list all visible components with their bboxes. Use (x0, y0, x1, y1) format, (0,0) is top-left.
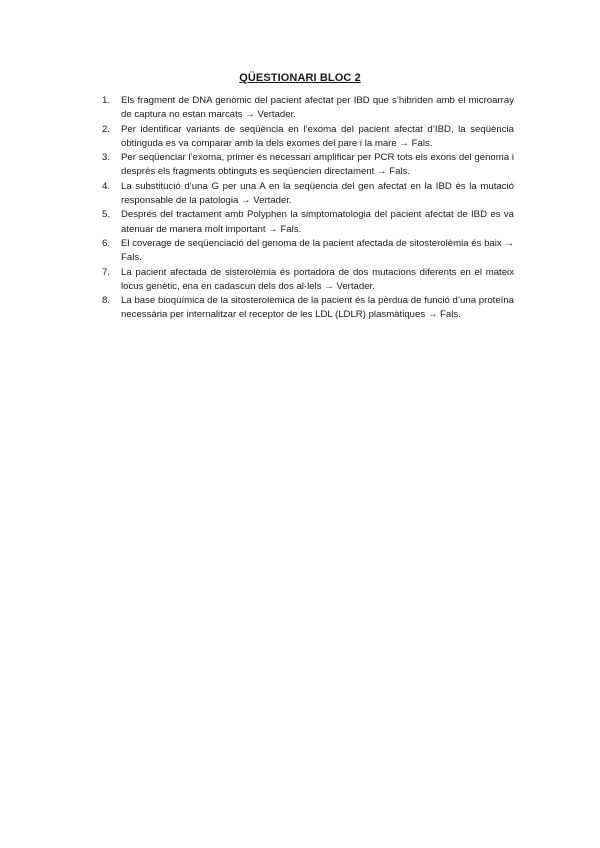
question-text: Després del tractament amb Polyphen la simptomatologia del pacient afectat de IBD es va atenuar de manera molt important → Fals. (121, 209, 514, 235)
question-text: Els fragment de DNA genòmic del pacient afectat per IBD que s’hibriden amb el microarray de captura no estan marcats → Vertader. (121, 95, 514, 121)
question-list (102, 94, 514, 323)
question-text: Per identificar variants de seqüència en l’exoma del pacient afectat d’IBD, la seqüència obtinguda es va comparar amb la dels exomes del pare i la mare → Fals. (121, 123, 514, 149)
question-text: El coverage de seqüenciació del genoma de la pacient afectada de sitosterolèmia és baix → Fals. (121, 237, 514, 264)
question-number: 4. (102, 180, 111, 192)
question-number: 6. (102, 237, 111, 249)
question-item (102, 180, 514, 209)
question-number: 8. (102, 295, 111, 307)
question-number: 5. (102, 209, 111, 221)
question-number: 7. (102, 266, 111, 278)
question-item (102, 294, 514, 323)
question-number: 1. (102, 95, 111, 106)
question-text: La base bioquímica de la sitosterolèmica de la pacient és la pèrdua de funció d’una proteïna necessària per internalitzar el receptor de les LDL (LDLR) plasmàtiques → Fals. (121, 295, 514, 321)
question-item (102, 266, 514, 295)
question-number: 2. (102, 123, 111, 135)
question-item (102, 208, 514, 237)
document-title: QÜESTIONARI BLOC 2 (239, 72, 361, 84)
question-item (102, 151, 514, 180)
question-item (102, 94, 514, 123)
question-item (102, 237, 514, 266)
question-item (102, 123, 514, 152)
question-text: La pacient afectada de sisterolèmia és portadora de dos mutacions diferents en el mateix locus genètic, ena en cadascun dels dos al·lels → Vertader. (121, 266, 514, 292)
question-number: 3. (102, 152, 111, 164)
question-text: La substitució d’una G per una A en la seqüencia del gen afectat en la IBD és la mutació responsable de la patologia → Vertader. (121, 180, 514, 207)
question-text: Per seqüenciar l’exoma, primer és necessari amplificar per PCR tots els exons del genoma i després els fragments obtinguts es seqüencien directament → Fals. (121, 152, 514, 178)
